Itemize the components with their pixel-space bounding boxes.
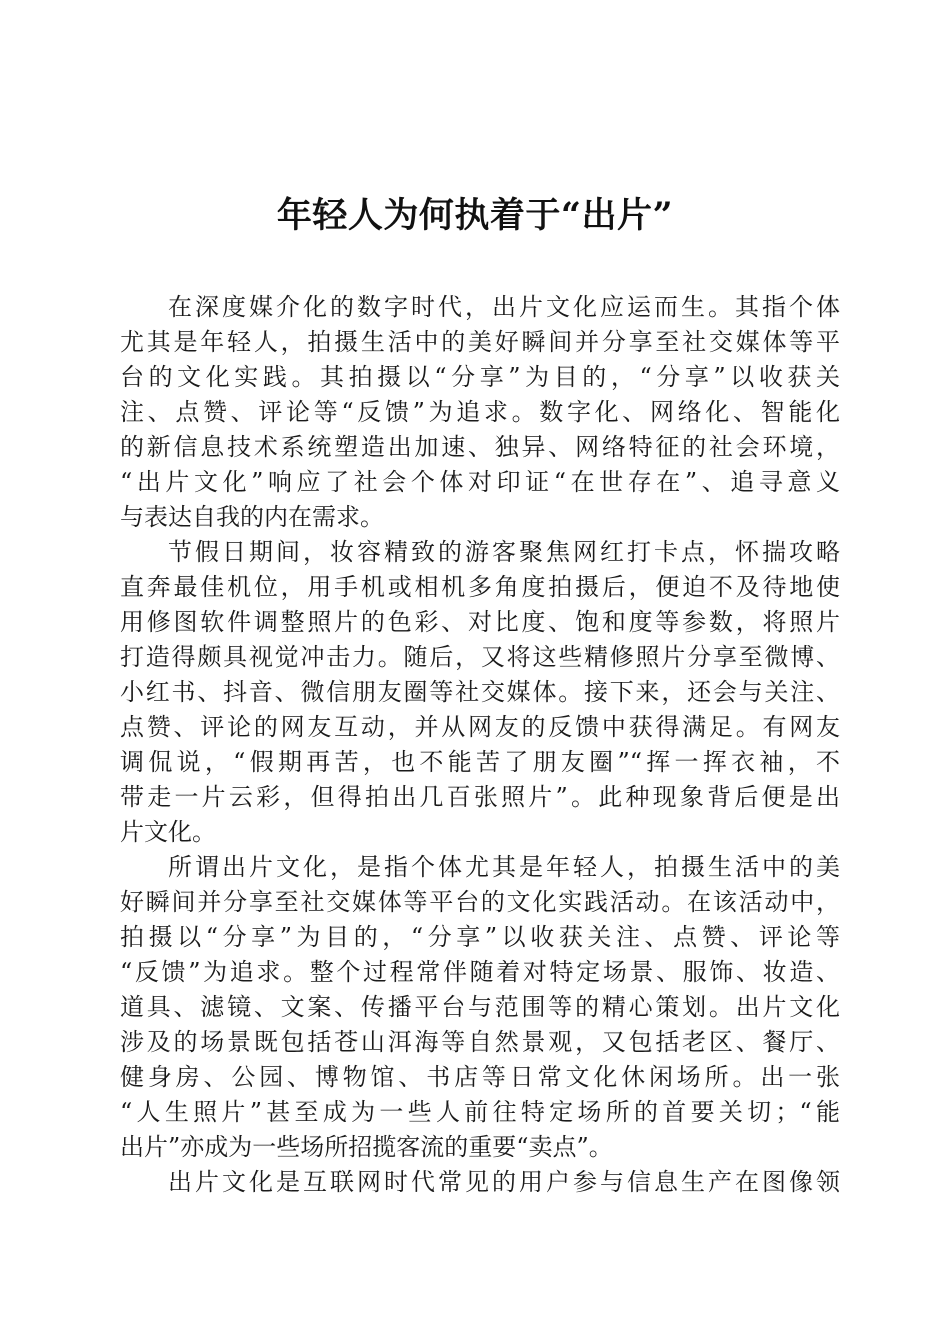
text-line: “反馈”为追求。整个过程常伴随着对特定场景、服饰、妆造、: [120, 958, 840, 986]
text-line: 片文化。: [120, 818, 216, 846]
text-line: 与表达自我的内在需求。: [120, 503, 384, 531]
paragraph: [120, 290, 840, 535]
text-line: 调侃说，“假期再苦，也不能苦了朋友圈”“挥一挥衣袖，不: [120, 748, 840, 776]
paragraph: [120, 535, 840, 850]
text-line: 出片”亦成为一些场所招揽客流的重要“卖点”。: [120, 1133, 613, 1161]
text-line: 直奔最佳机位，用手机或相机多角度拍摄后，便迫不及待地使: [120, 573, 840, 601]
text-line: “人生照片”甚至成为一些人前往特定场所的首要关切；“能: [120, 1098, 840, 1126]
text-line: 涉及的场景既包括苍山洱海等自然景观，又包括老区、餐厅、: [120, 1028, 840, 1056]
paragraph: [120, 850, 840, 1165]
article-title: 年轻人为何执着于“出片”: [276, 195, 674, 236]
text-line: 在深度媒介化的数字时代，出片文化应运而生。其指个体: [168, 293, 840, 321]
text-line: 台的文化实践。其拍摄以“分享”为目的，“分享”以收获关: [120, 363, 840, 391]
text-line: 点赞、评论的网友互动，并从网友的反馈中获得满足。有网友: [120, 713, 840, 741]
text-line: 用修图软件调整照片的色彩、对比度、饱和度等参数，将照片: [120, 608, 840, 636]
text-line: 出片文化是互联网时代常见的用户参与信息生产在图像领: [168, 1168, 840, 1196]
text-line: 注、点赞、评论等“反馈”为追求。数字化、网络化、智能化: [120, 398, 840, 426]
article-body: [120, 290, 840, 1200]
text-line: 带走一片云彩，但得拍出几百张照片”。此种现象背后便是出: [120, 783, 840, 811]
text-line: 所谓出片文化，是指个体尤其是年轻人，拍摄生活中的美: [168, 853, 840, 881]
paragraph: [120, 1165, 840, 1200]
text-line: 健身房、公园、博物馆、书店等日常文化休闲场所。出一张: [120, 1063, 840, 1091]
text-line: 打造得颇具视觉冲击力。随后，又将这些精修照片分享至微博、: [120, 643, 840, 671]
text-line: 道具、滤镜、文案、传播平台与范围等的精心策划。出片文化: [120, 993, 840, 1021]
text-line: 小红书、抖音、微信朋友圈等社交媒体。接下来，还会与关注、: [120, 678, 840, 706]
text-line: 好瞬间并分享至社交媒体等平台的文化实践活动。在该活动中，: [120, 888, 840, 916]
text-line: 的新信息技术系统塑造出加速、独异、网络特征的社会环境，: [120, 433, 840, 461]
text-line: 尤其是年轻人，拍摄生活中的美好瞬间并分享至社交媒体等平: [120, 328, 840, 356]
text-line: 节假日期间，妆容精致的游客聚焦网红打卡点，怀揣攻略: [168, 538, 840, 566]
text-line: 拍摄以“分享”为目的，“分享”以收获关注、点赞、评论等: [120, 923, 840, 951]
text-line: “出片文化”响应了社会个体对印证“在世存在”、追寻意义: [120, 468, 840, 496]
